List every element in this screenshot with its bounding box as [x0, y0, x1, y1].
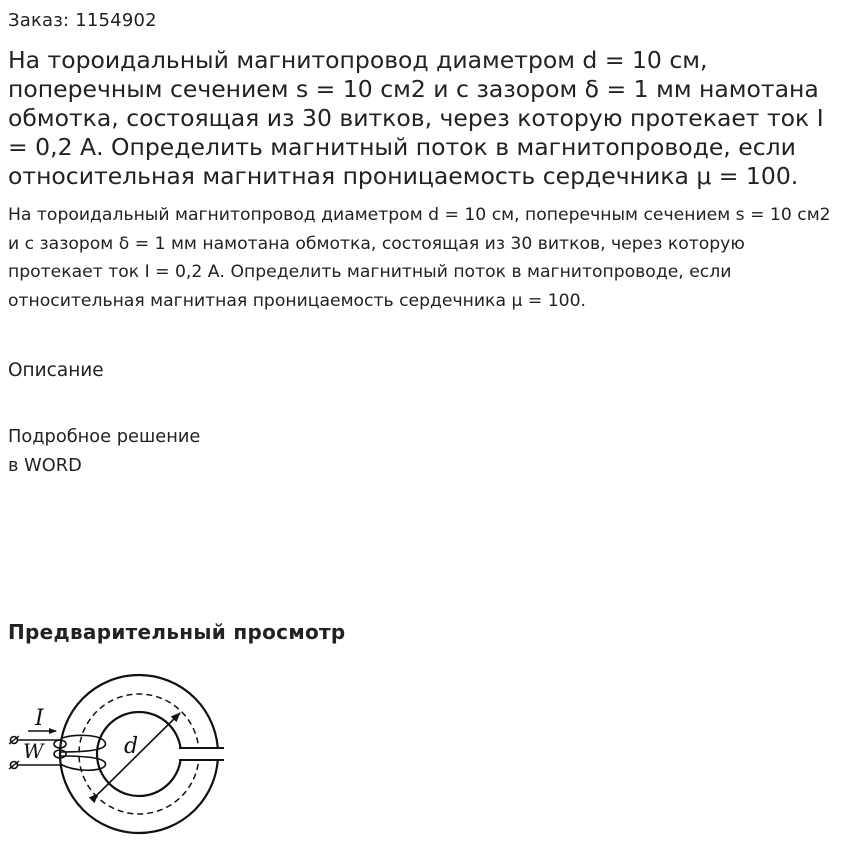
solution-line-1: Подробное решение: [8, 426, 201, 447]
order-number: Заказ: 1154902: [8, 10, 157, 31]
label-current: I: [35, 706, 44, 731]
description-heading: Описание: [8, 360, 104, 381]
label-diameter: d: [124, 734, 139, 759]
toroid-diagram: [0, 668, 240, 838]
diameter-arrow: [98, 713, 180, 794]
preview-heading: Предварительный просмотр: [8, 620, 346, 644]
solution-info: [8, 422, 200, 480]
label-winding: W: [23, 739, 44, 763]
solution-line-2: в WORD: [8, 455, 82, 476]
air-gap: [178, 748, 224, 760]
task-description: На тороидальный магнитопровод диаметром d = 10 см, поперечным сечением s = 10 см2 и с зазором δ = 1 мм намотана обмотка, состоящая из 30 витков, через которую протекает ток I = 0,2 А. Определить магнитный поток в магнитопроводе, если относительная магнитная проницаемость сердечника μ = 100.: [8, 205, 831, 311]
task-title: На тороидальный магнитопровод диаметром d = 10 см, поперечным сечением s = 10 см2 и с зазором δ = 1 мм намотана обмотка, состоящая из 30 витков, через которую протекает ток I = 0,2 А. Определить магнитный поток в магнитопроводе, если относительная магнитная проницаемость сердечника μ = 100.: [8, 46, 824, 190]
